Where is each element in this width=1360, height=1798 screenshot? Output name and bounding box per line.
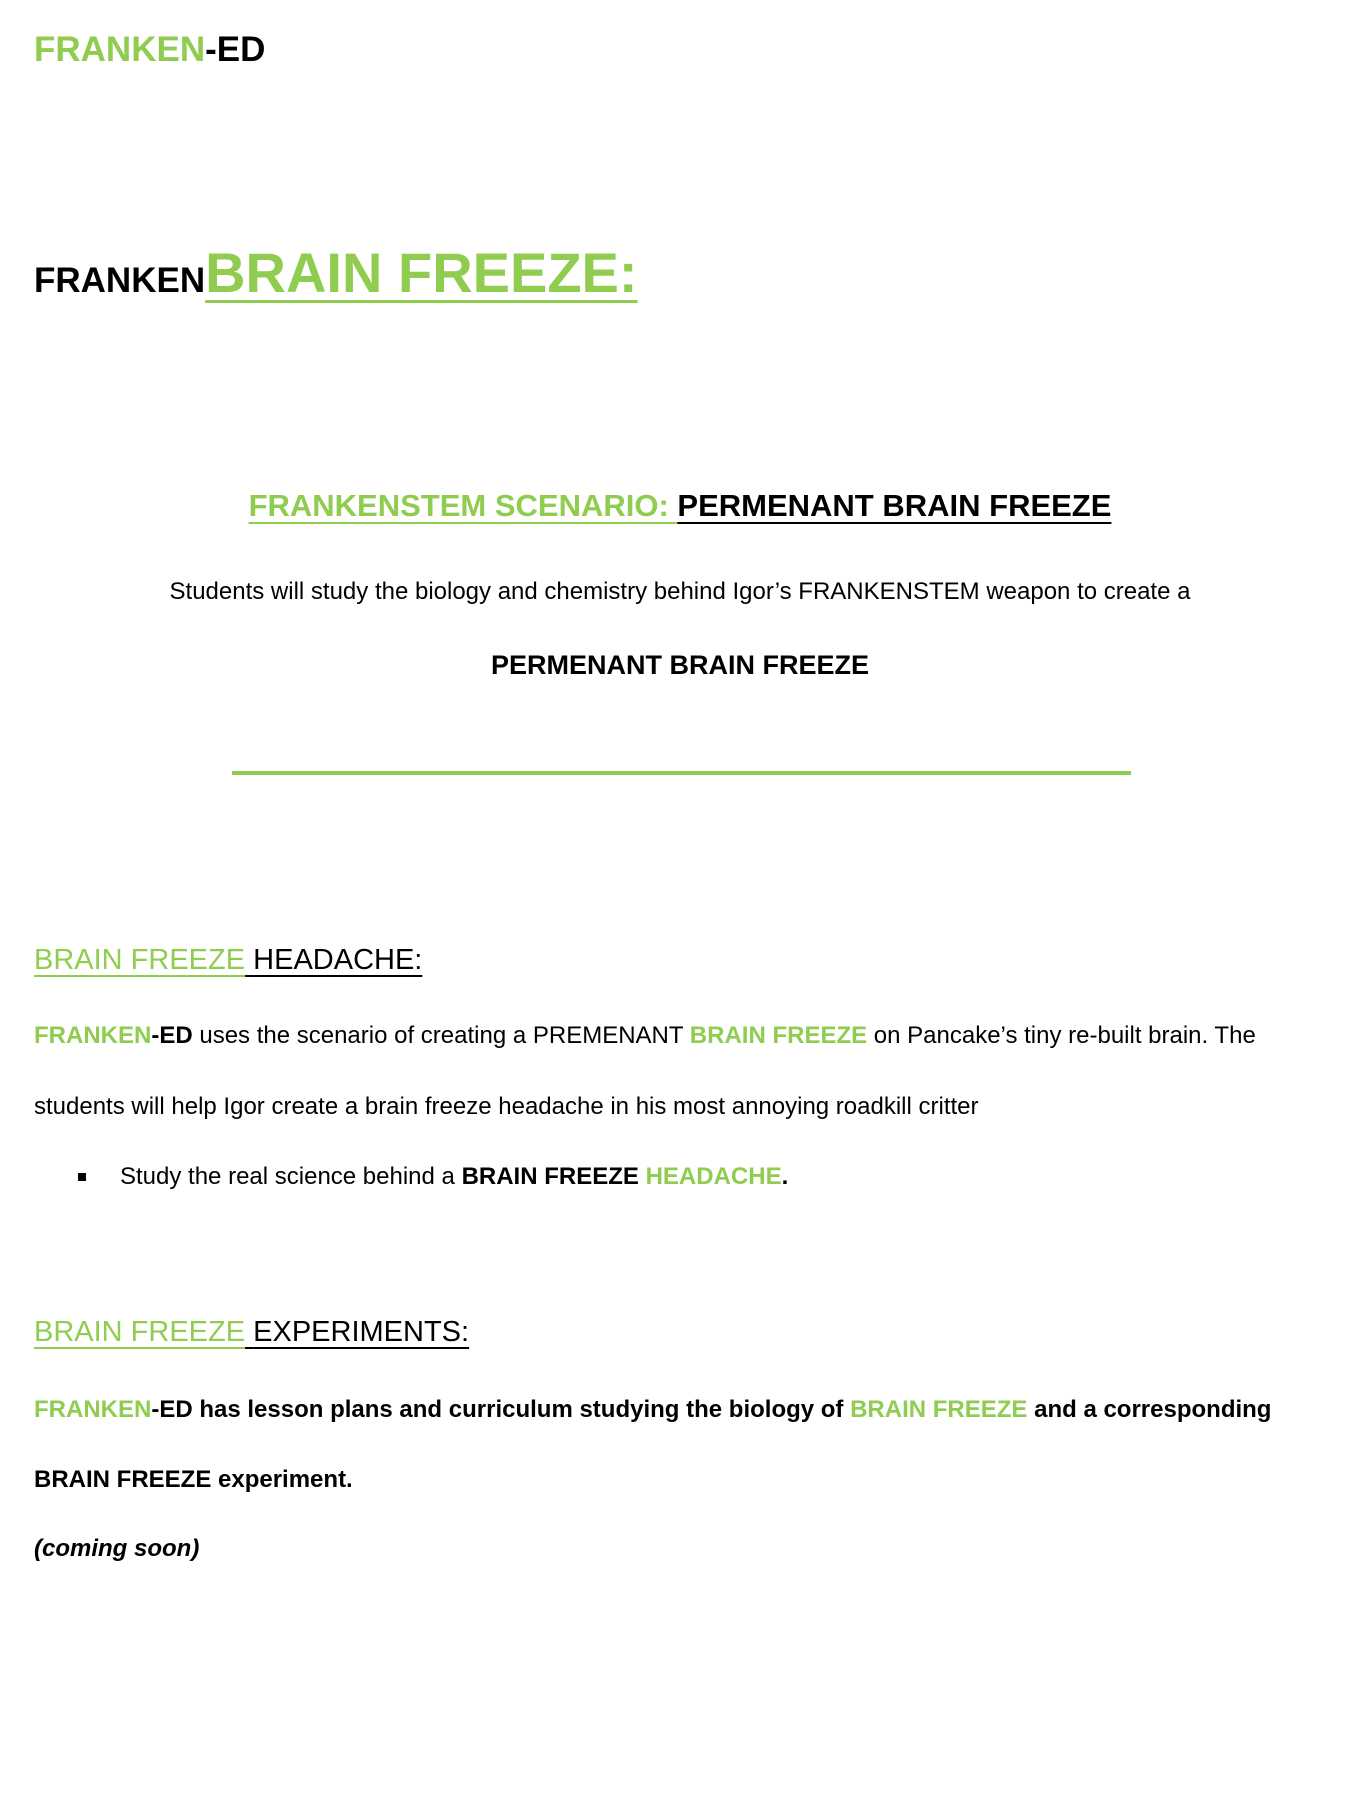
list-item-plain: Study the real science behind a (120, 1163, 462, 1190)
list-item-green: HEADACHE (645, 1163, 782, 1190)
page-title (34, 240, 638, 305)
section-heading-green: BRAIN FREEZE (34, 944, 246, 976)
brand-inline-green: FRANKEN (34, 1396, 152, 1423)
headache-paragraph-line2: students will help Igor create a brain freeze headache in his most annoying roadkill critter (34, 1093, 979, 1120)
paragraph-text: has lesson plans and curriculum studying the biology of (192, 1396, 851, 1423)
paragraph-text: uses the scenario of creating a PREMENANT (192, 1022, 690, 1049)
brand-inline-black: -ED (151, 1396, 193, 1423)
brain-freeze-emphasis: BRAIN FREEZE (850, 1396, 1028, 1423)
brand-part-black: -ED (205, 30, 266, 69)
experiments-paragraph-line2: BRAIN FREEZE experiment. (34, 1466, 353, 1493)
list-item (78, 1163, 788, 1191)
headache-paragraph-line1 (34, 1022, 1256, 1050)
page-title-main: BRAIN FREEZE: (205, 241, 638, 304)
scenario-heading (0, 488, 1360, 524)
section-heading-experiments (34, 1316, 469, 1349)
experiments-paragraph-line1 (34, 1396, 1271, 1424)
section-heading-black: EXPERIMENTS: (253, 1316, 470, 1348)
brand-logo (34, 30, 265, 70)
paragraph-text: on Pancake’s tiny re-built brain. The (867, 1022, 1256, 1049)
brand-inline-green: FRANKEN (34, 1022, 152, 1049)
list-item-period: . (781, 1163, 789, 1190)
scenario-label: FRANKENSTEM SCENARIO: (248, 488, 678, 523)
brand-inline-black: -ED (151, 1022, 193, 1049)
section-divider (232, 771, 1131, 775)
page-title-prefix: FRANKEN (34, 261, 206, 300)
list-item-space (639, 1163, 646, 1190)
scenario-intro: Students will study the biology and chemistry behind Igor’s FRANKENSTEM weapon to create a (169, 578, 1191, 605)
brain-freeze-emphasis: BRAIN FREEZE (689, 1022, 868, 1049)
coming-soon-note: (coming soon) (34, 1535, 200, 1562)
section-heading-black: HEADACHE: (253, 944, 423, 976)
list-item-text (120, 1163, 788, 1191)
paragraph-text: and a corresponding (1027, 1396, 1272, 1423)
section-heading-green: BRAIN FREEZE (34, 1316, 246, 1348)
bullet-square-icon (78, 1173, 86, 1181)
scenario-intro-emphasis: PERMENANT BRAIN FREEZE (490, 650, 869, 680)
brand-part-green: FRANKEN (34, 30, 206, 69)
section-heading-headache (34, 944, 422, 977)
scenario-title: PERMENANT BRAIN FREEZE (677, 488, 1112, 523)
list-item-bold: BRAIN FREEZE (461, 1163, 639, 1190)
